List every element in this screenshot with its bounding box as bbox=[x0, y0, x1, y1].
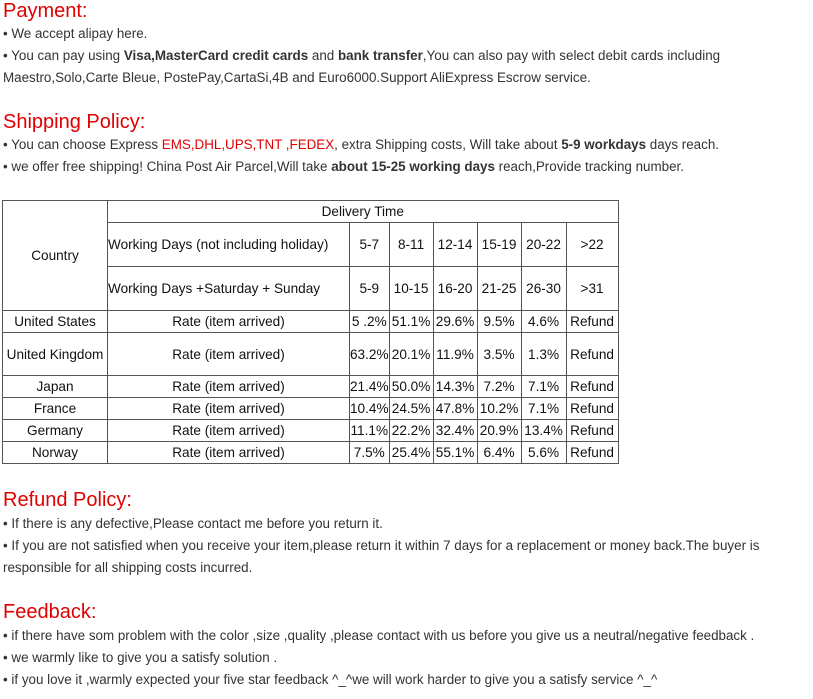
shipping-carriers: EMS,DHL,UPS,TNT ,FEDEX bbox=[161, 137, 335, 152]
refund-line-defective: • If there is any defective,Please contact me before you return it. bbox=[3, 516, 383, 531]
refund-line-costs: responsible for all shipping costs incurred. bbox=[3, 560, 253, 575]
refund-heading: Refund Policy: bbox=[3, 489, 132, 511]
table-row: Norway Rate (item arrived) 7.5% 25.4% 55.1% 6.4% 5.6% Refund bbox=[3, 442, 619, 464]
delivery-time-table: Country Delivery Time Working Days (not including holiday) 5-7 8-11 12-14 15-19 20-22 >22 Working Days +Saturday + Sunday 5-9 10-15 16-20 21-25 26-30 >31 United States Rate (item arrived) 5 .2% 51.1% 29.6% 9.5% 4.6% Refund United Kingdom Rate (item arrived) 63.2% 20.1% 11.9% 3.5% 1.3% Refund Japan Rate (item arrived) 21.4% 50.0% 14.3% 7.2% 7.1% Refund France Rate (item arrived) 10.4% 24.5% 47.8% 10.2% 7.1% Refund Germany Rate (item arrived) 11.1% 22.2% 32.4% 20.9% 13.4% Refund Norway Rate (item arrived) 7.5% 25.4% 55.1% 6.4% 5.6% Refund bbox=[2, 200, 619, 464]
table-row: France Rate (item arrived) 10.4% 24.5% 47.8% 10.2% 7.1% Refund bbox=[3, 398, 619, 420]
payment-heading: Payment: bbox=[3, 0, 88, 22]
payment-cards-bold: Visa,MasterCard credit cards bbox=[123, 48, 309, 63]
feedback-heading: Feedback: bbox=[3, 601, 97, 623]
feedback-line-solution: • we warmly like to give you a satisfy solution . bbox=[3, 650, 278, 665]
payment-line-debit: Maestro,Solo,Carte Bleue, PostePay,CartaSi,4B and Euro6000.Support AliExpress Escrow service. bbox=[3, 70, 591, 85]
shipping-line-express: • You can choose Express EMS,DHL,UPS,TNT ,FEDEX, extra Shipping costs, Will take about 5-9 workdays days reach. bbox=[3, 137, 719, 152]
working-days-label: Working Days (not including holiday) bbox=[108, 223, 350, 267]
table-row: United States Rate (item arrived) 5 .2% 51.1% 29.6% 9.5% 4.6% Refund bbox=[3, 311, 619, 333]
table-row: United Kingdom Rate (item arrived) 63.2% 20.1% 11.9% 3.5% 1.3% Refund bbox=[3, 333, 619, 376]
country-header: Country bbox=[3, 201, 108, 311]
feedback-line-problem: • if there have som problem with the color ,size ,quality ,please contact with us before you give us a neutral/negative feedback . bbox=[3, 628, 755, 643]
payment-line-alipay: • We accept alipay here. bbox=[3, 26, 148, 41]
refund-line-return: • If you are not satisfied when you receive your item,please return it within 7 days for a replacement or money back.The buyer is bbox=[3, 538, 760, 553]
feedback-line-five-star: • if you love it ,warmly expected your five star feedback ^_^we will work harder to give you a satisfy service ^_^ bbox=[3, 672, 658, 687]
shipping-heading: Shipping Policy: bbox=[3, 111, 146, 133]
table-row: Japan Rate (item arrived) 21.4% 50.0% 14.3% 7.2% 7.1% Refund bbox=[3, 376, 619, 398]
table-row: Germany Rate (item arrived) 11.1% 22.2% 32.4% 20.9% 13.4% Refund bbox=[3, 420, 619, 442]
payment-line-cards: • You can pay using Visa,MasterCard credit cards and bank transfer,You can also pay with select debit cards including bbox=[3, 48, 721, 63]
working-days-weekend-label: Working Days +Saturday + Sunday bbox=[108, 267, 350, 311]
shipping-line-free: • we offer free shipping! China Post Air Parcel,Will take about 15-25 working days reach,Provide tracking number. bbox=[3, 159, 684, 174]
delivery-time-header: Delivery Time bbox=[108, 201, 619, 223]
payment-bank-bold: bank transfer bbox=[337, 48, 423, 63]
